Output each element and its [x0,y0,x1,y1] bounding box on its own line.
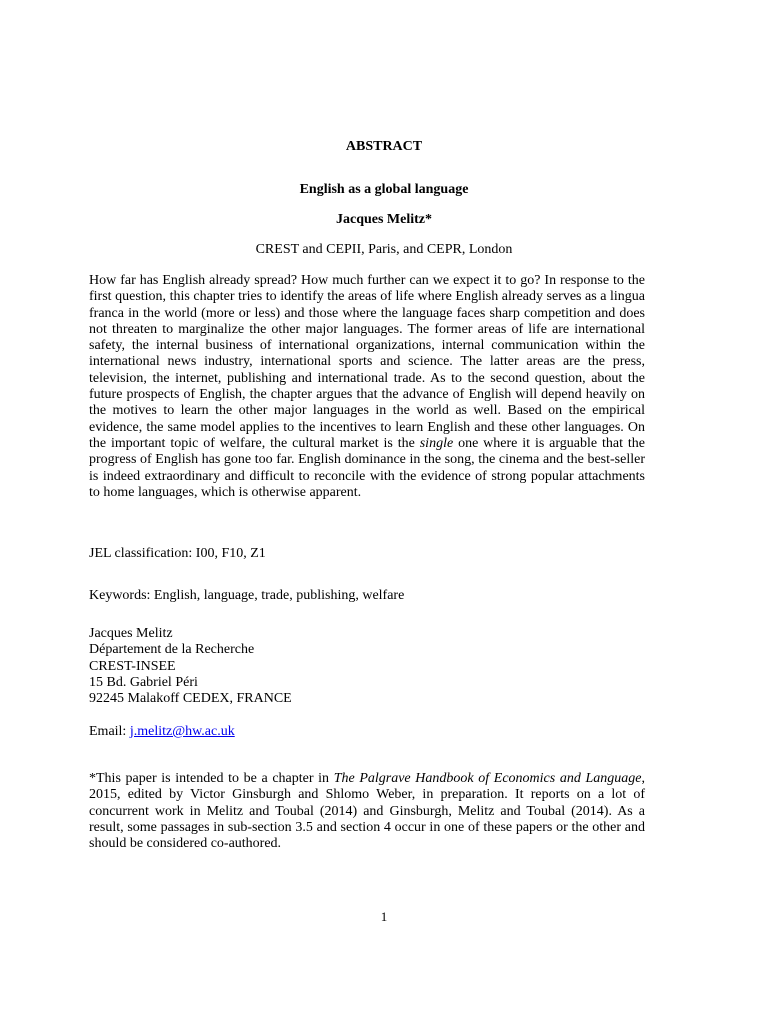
abstract-text-start: How far has English already spread? How much further can we expect it to go? In response to the first question, this chapter tries to identify the areas of life where English already serves as a lingua franca in the world (more or less) and those where the language faces sharp competition and does not threaten to marginalize the other major languages. The former areas of life are international safety, the internal business of international organizations, internal communication within the international news industry, international sports and science. The latter areas are the press, television, the internet, publishing and international trade. As to the second question, about the future prospects of English, the chapter argues that the advance of English will depend heavily on the motives to learn the other major languages in the world as well. Based on the empirical evidence, the same model applies to the incentives to learn English and these other languages. On the important topic of welfare, the cultural market is the [89,273,645,451]
abstract-heading: ABSTRACT [345,139,423,154]
keywords: Keywords: English, language, trade, publishing, welfare [89,588,405,603]
footnote-text-end: , 2015, edited by Victor Ginsburgh and Shlomo Weber, in preparation. It reports on a lot of concurrent work in Melitz and Toubal (2014) and Ginsburgh, Melitz and Toubal (2014). As a result, some passages in sub-section 3.5 and section 4 occur in one of these papers or the other and should be considered co-authored. [89,771,645,852]
address-organization: CREST-INSEE [89,658,176,674]
page-number: 1 [380,909,388,924]
address-name: Jacques Melitz [89,626,173,641]
email-link[interactable]: j.melitz@hw.ac.uk [129,724,235,739]
email-line [89,724,645,740]
author-address [89,626,645,707]
jel-classification: JEL classification: I00, F10, Z1 [89,546,266,561]
address-street: 15 Bd. Gabriel Péri [89,674,198,690]
footnote-text-start: *This paper is intended to be a chapter in [89,771,334,786]
abstract-paragraph [89,273,645,501]
author-affiliation: CREST and CEPII, Paris, and CEPR, London [255,242,513,257]
footnote-paragraph [89,771,645,852]
address-department: Département de la Recherche [89,642,255,658]
author-name: Jacques Melitz* [335,212,433,227]
email-label: Email: [89,724,130,739]
paper-title: English as a global language [299,182,469,197]
address-city: 92245 Malakoff CEDEX, FRANCE [89,691,292,707]
abstract-text-end: one where it is arguable that the progress of English has gone too far. English dominance in the song, the cinema and the best-seller is indeed extraordinary and difficult to reconcile with the evidence of strong popular attachments to home languages, which is otherwise apparent. [89,435,645,500]
abstract-italic-word: single [419,435,454,451]
footnote-book-title: The Palgrave Handbook of Economics and Language [333,771,642,786]
